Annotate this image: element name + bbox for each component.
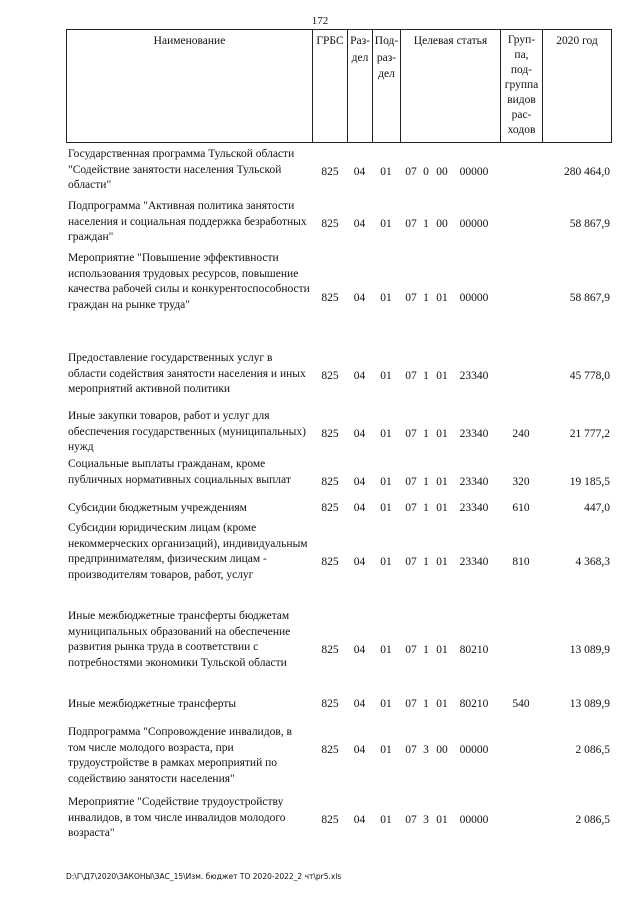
table-row (66, 795, 612, 843)
row-razdel: 04 (353, 370, 366, 382)
row-amount: 13 089,9 (569, 698, 610, 710)
row-target-subprogram: 1 (423, 644, 429, 656)
file-path-footer: D:\Г\Д7\2020\ЗАКОНЫ\ЗАС_15\Изм. бюджет ТО 2020-2022_2 чт\pr5.xls (66, 872, 342, 881)
row-target-subprogram: 0 (423, 166, 429, 178)
table-row (66, 521, 612, 601)
row-amount: 19 185,5 (569, 476, 610, 488)
table-row (66, 351, 612, 399)
row-target-subprogram: 1 (423, 370, 429, 382)
row-name: Мероприятие "Содействие трудоустройству инвалидов, в том числе инвалидов молодого возраста" (68, 796, 286, 839)
table-row (66, 147, 612, 195)
header-target: Целевая статья (401, 30, 501, 142)
row-target-subprogram: 1 (423, 292, 429, 304)
row-razdel: 04 (353, 556, 366, 568)
row-razdel: 04 (353, 814, 366, 826)
row-expense-group: 320 (512, 476, 530, 488)
header-grbs: ГРБС (313, 30, 348, 142)
row-target-subprogram: 1 (423, 428, 429, 440)
row-razdel: 04 (353, 698, 366, 710)
row-name: Иные межбюджетные трансферты (68, 698, 237, 710)
row-grbs: 825 (321, 556, 339, 568)
row-target-event: 01 (436, 814, 448, 826)
row-target-subprogram: 1 (423, 502, 429, 514)
table-header (66, 29, 612, 143)
page-number: 172 (311, 15, 329, 27)
row-target-program: 07 (405, 292, 417, 304)
row-expense-group: 240 (512, 428, 530, 440)
table-row (66, 501, 612, 517)
row-target-program: 07 (405, 744, 417, 756)
row-grbs: 825 (321, 292, 339, 304)
row-podrazdel: 01 (380, 370, 392, 382)
row-razdel: 04 (353, 166, 366, 178)
row-target-event: 00 (436, 218, 448, 230)
row-razdel: 04 (353, 644, 366, 656)
table-row (66, 609, 612, 689)
row-target-code: 80210 (459, 698, 489, 710)
row-razdel: 04 (353, 476, 366, 488)
row-target-event: 01 (436, 428, 448, 440)
row-amount: 2 086,5 (575, 814, 610, 826)
row-name: Предоставление государственных услуг в области содействия занятости населения и иных мероприятий активной политики (68, 352, 306, 395)
row-amount: 447,0 (584, 502, 610, 514)
row-amount: 58 867,9 (569, 218, 610, 230)
table-row (66, 251, 612, 315)
row-grbs: 825 (321, 698, 339, 710)
row-target-event: 01 (436, 644, 448, 656)
row-grbs: 825 (321, 502, 339, 514)
table-row (66, 199, 612, 247)
row-target-code: 23340 (459, 370, 489, 382)
row-target-program: 07 (405, 370, 417, 382)
row-target-code: 00000 (459, 744, 489, 756)
row-target-program: 07 (405, 166, 417, 178)
table-row (66, 725, 612, 789)
row-target-code: 00000 (459, 218, 489, 230)
row-target-subprogram: 3 (423, 744, 429, 756)
row-target-event: 01 (436, 556, 448, 568)
header-razdel: Раз- дел (348, 30, 373, 142)
row-podrazdel: 01 (380, 644, 392, 656)
row-podrazdel: 01 (380, 698, 392, 710)
row-razdel: 04 (353, 218, 366, 230)
row-amount: 13 089,9 (569, 644, 610, 656)
row-grbs: 825 (321, 814, 339, 826)
row-name: Субсидии юридическим лицам (кроме некоммерческих организаций), индивидуальным предпринимателям, физическим лицам - производителям товаров, работ, услуг (68, 522, 308, 581)
header-group: Груп- па, под- группа видов рас- ходов (501, 30, 543, 142)
row-target-program: 07 (405, 476, 417, 488)
row-target-event: 00 (436, 744, 448, 756)
row-podrazdel: 01 (380, 556, 392, 568)
table-row (66, 409, 612, 457)
row-podrazdel: 01 (380, 476, 392, 488)
row-target-program: 07 (405, 814, 417, 826)
row-razdel: 04 (353, 502, 366, 514)
row-target-code: 00000 (459, 814, 489, 826)
row-target-program: 07 (405, 502, 417, 514)
row-target-event: 01 (436, 292, 448, 304)
row-target-event: 01 (436, 370, 448, 382)
row-target-program: 07 (405, 556, 417, 568)
row-grbs: 825 (321, 428, 339, 440)
row-expense-group: 610 (512, 502, 530, 514)
row-razdel: 04 (353, 292, 366, 304)
row-name: Субсидии бюджетным учреждениям (68, 502, 247, 514)
row-target-subprogram: 3 (423, 814, 429, 826)
row-razdel: 04 (353, 428, 366, 440)
row-target-program: 07 (405, 218, 417, 230)
row-target-program: 07 (405, 428, 417, 440)
row-expense-group: 540 (512, 698, 530, 710)
row-grbs: 825 (321, 476, 339, 488)
budget-table (66, 29, 612, 839)
row-razdel: 04 (353, 744, 366, 756)
row-grbs: 825 (321, 370, 339, 382)
row-name: Государственная программа Тульской области "Содействие занятости населения Тульской области" (68, 148, 295, 191)
row-amount: 4 368,3 (575, 556, 610, 568)
row-amount: 280 464,0 (564, 166, 610, 178)
row-grbs: 825 (321, 644, 339, 656)
row-podrazdel: 01 (380, 292, 392, 304)
row-name: Иные закупки товаров, работ и услуг для обеспечения государственных (муниципальных) нужд (68, 410, 306, 453)
row-target-program: 07 (405, 698, 417, 710)
row-target-program: 07 (405, 644, 417, 656)
row-grbs: 825 (321, 218, 339, 230)
header-name: Наименование (67, 30, 313, 142)
row-podrazdel: 01 (380, 502, 392, 514)
row-grbs: 825 (321, 166, 339, 178)
row-name: Социальные выплаты гражданам, кроме публичных нормативных социальных выплат (68, 458, 291, 486)
row-amount: 21 777,2 (569, 428, 610, 440)
row-name: Иные межбюджетные трансферты бюджетам муниципальных образований на обеспечение развития рынка труда в соответствии с потребностями экономики Тульской области (68, 610, 291, 669)
row-target-code: 23340 (459, 502, 489, 514)
row-target-subprogram: 1 (423, 556, 429, 568)
row-podrazdel: 01 (380, 166, 392, 178)
row-amount: 2 086,5 (575, 744, 610, 756)
table-row (66, 457, 612, 505)
row-amount: 58 867,9 (569, 292, 610, 304)
row-target-event: 01 (436, 476, 448, 488)
header-podrazdel: Под- раз- дел (373, 30, 401, 142)
row-name: Подпрограмма "Сопровождение инвалидов, в том числе молодого возраста, при трудоустройстве в рамках мероприятий по содействию занятости населения" (68, 726, 292, 785)
row-target-event: 00 (436, 166, 448, 178)
row-target-code: 00000 (459, 166, 489, 178)
row-amount: 45 778,0 (569, 370, 610, 382)
row-podrazdel: 01 (380, 218, 392, 230)
row-target-code: 23340 (459, 476, 489, 488)
row-target-code: 23340 (459, 428, 489, 440)
row-target-subprogram: 1 (423, 218, 429, 230)
row-target-code: 23340 (459, 556, 489, 568)
row-podrazdel: 01 (380, 744, 392, 756)
table-row (66, 697, 612, 713)
header-year: 2020 год (556, 35, 598, 47)
row-target-event: 01 (436, 502, 448, 514)
row-target-event: 01 (436, 698, 448, 710)
row-name: Мероприятие "Повышение эффективности использования трудовых ресурсов, повышение качества рабочей силы и конкурентоспособности граждан на рынке труда" (68, 252, 310, 311)
row-target-subprogram: 1 (423, 476, 429, 488)
row-target-subprogram: 1 (423, 698, 429, 710)
row-target-code: 00000 (459, 292, 489, 304)
row-podrazdel: 01 (380, 814, 392, 826)
row-grbs: 825 (321, 744, 339, 756)
row-target-code: 80210 (459, 644, 489, 656)
row-podrazdel: 01 (380, 428, 392, 440)
row-expense-group: 810 (512, 556, 530, 568)
row-name: Подпрограмма "Активная политика занятости населения и социальная поддержка безработных граждан" (68, 200, 307, 243)
